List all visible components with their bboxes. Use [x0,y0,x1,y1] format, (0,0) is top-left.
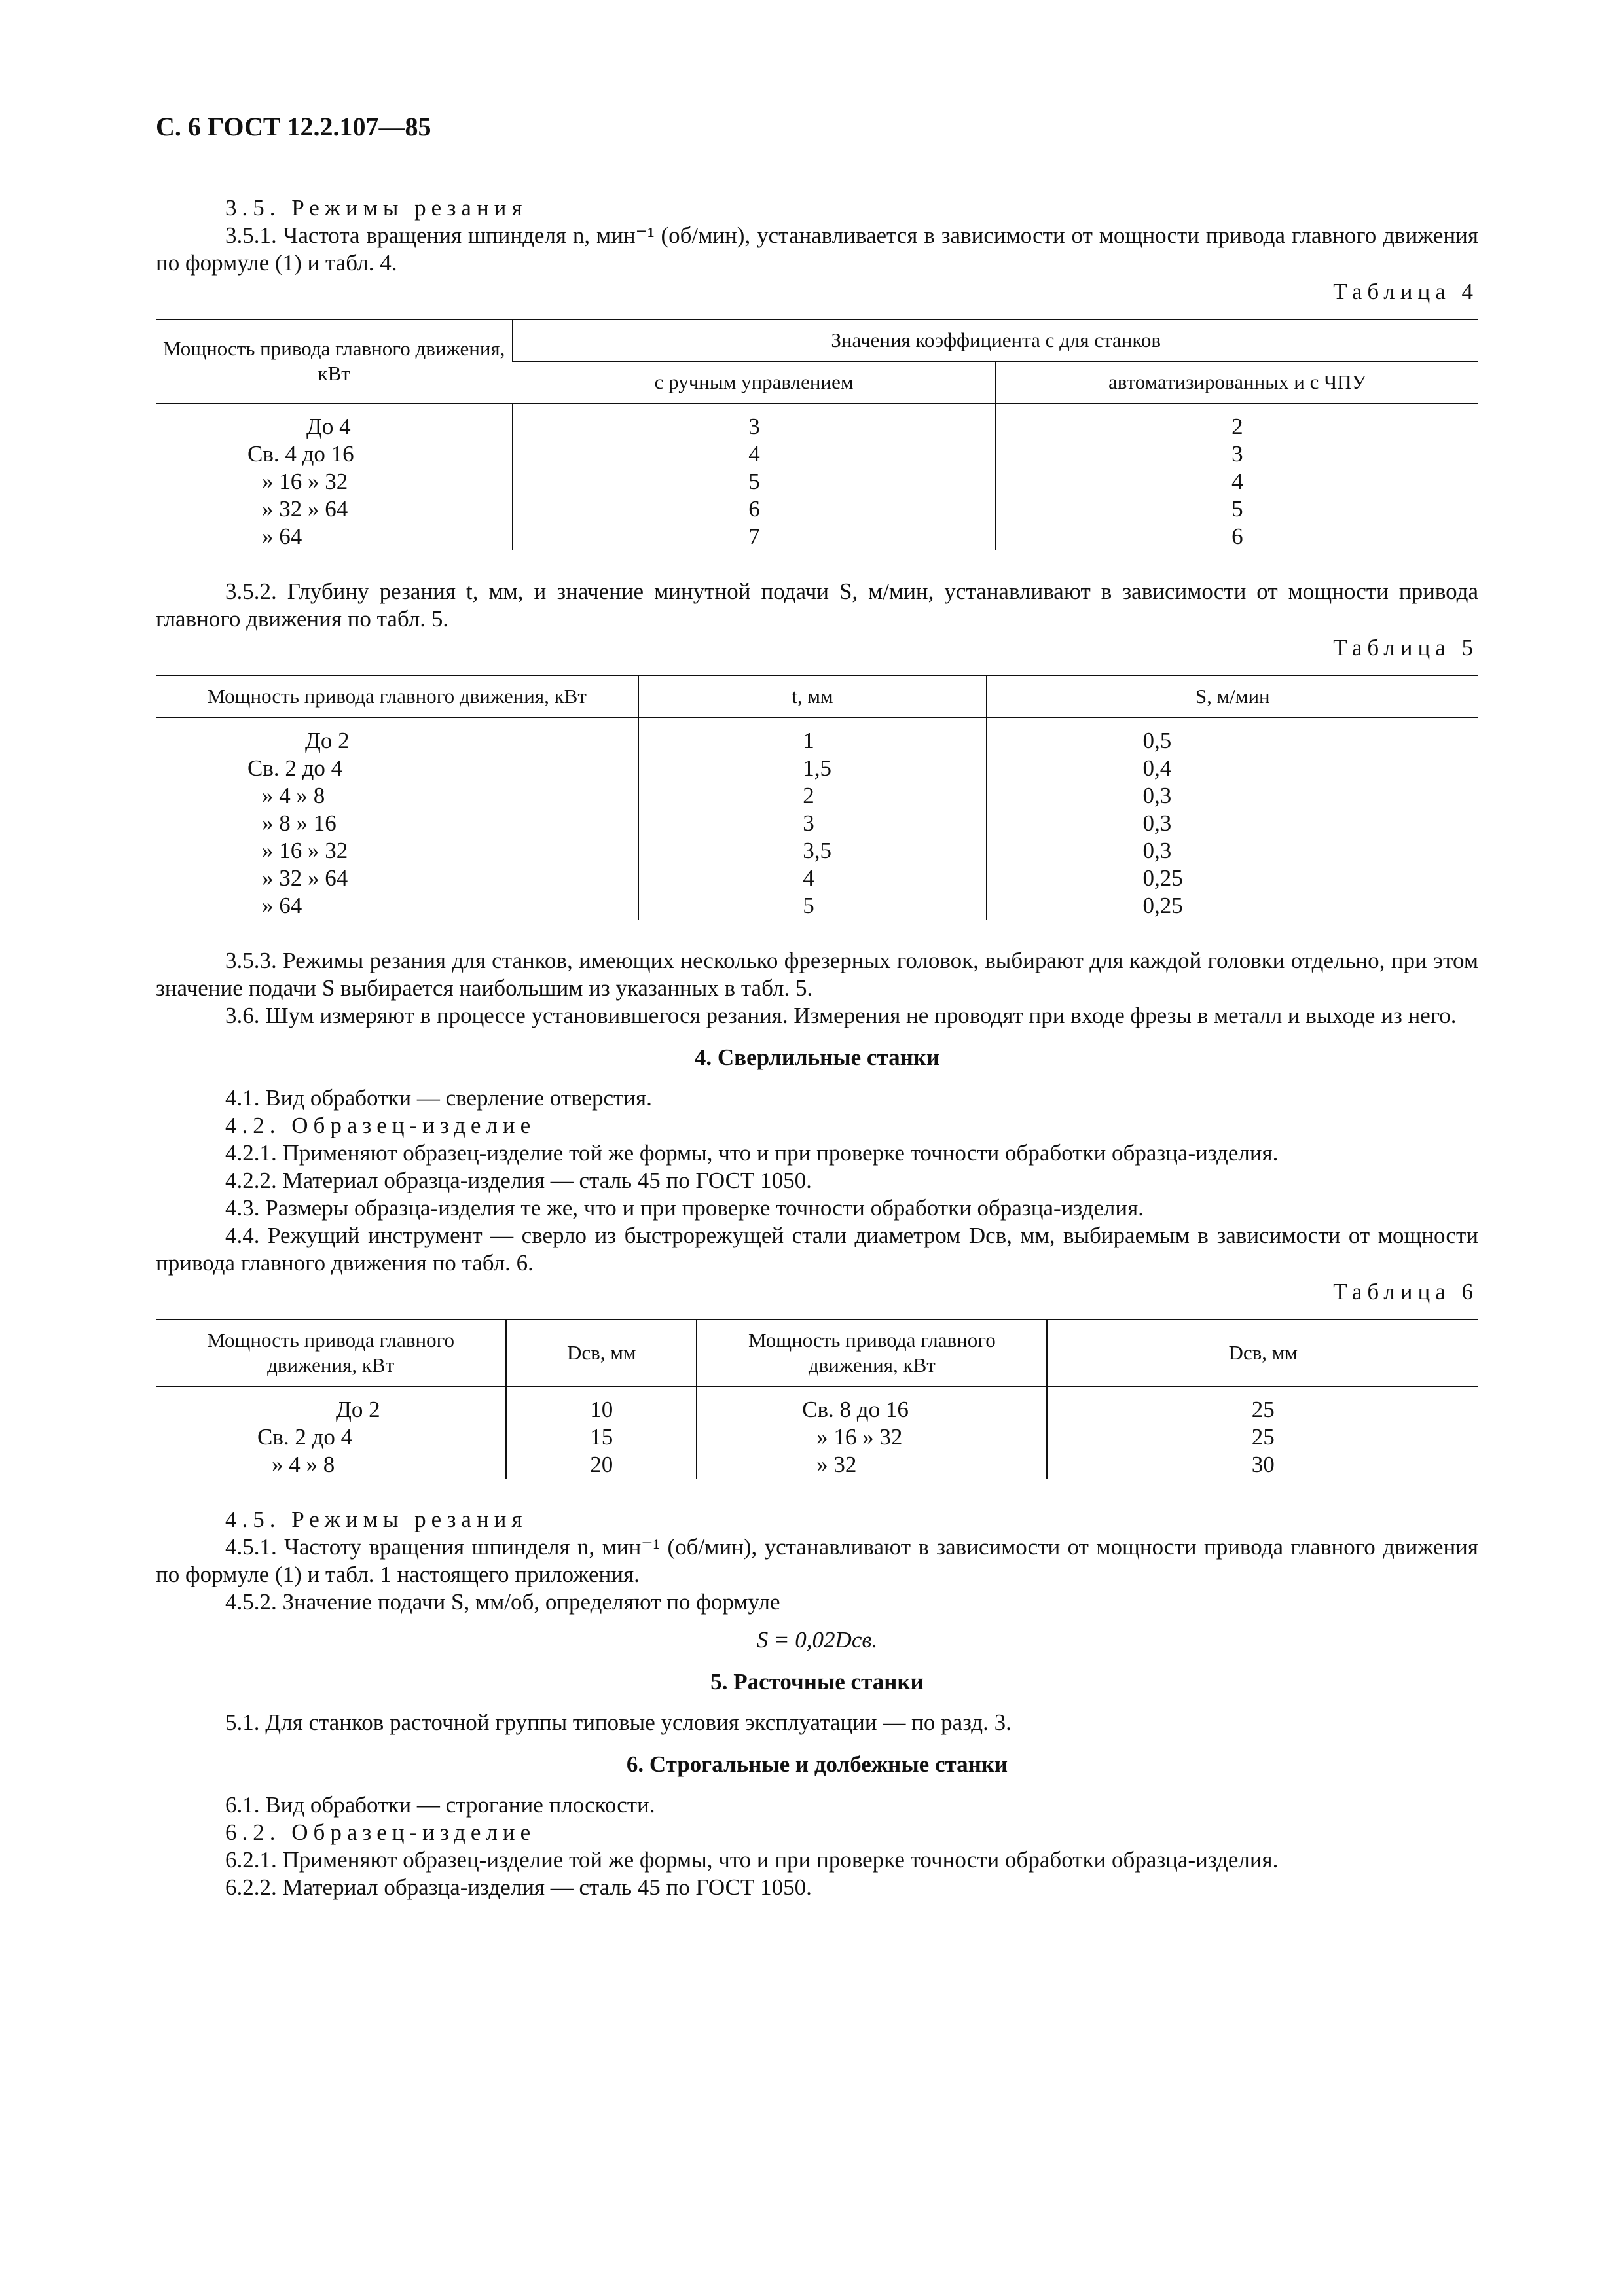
table6-caption: Таблица 6 [1333,1279,1478,1304]
paragraph-3-5: 3.5. Режимы резания [225,195,528,221]
table-cell: До 4 [306,414,351,439]
table4-auto-column [996,403,1478,550]
table-cell: 4 [803,865,814,891]
paragraph-4-1: 4.1. Вид обработки — сверление отверстия. [225,1085,652,1111]
table-cell: 0,3 [1142,783,1172,808]
paragraph-6-2: 6.2. Образец-изделие [225,1820,536,1845]
table-cell: » 16 » 32 [816,1424,903,1450]
table-5 [156,675,1478,920]
table-cell: » 64 [262,893,302,918]
table6-header-power-1: Мощность привода главного движения, кВт [156,1319,506,1386]
table-cell: 0,5 [1142,728,1172,753]
table-cell: 1 [803,728,814,753]
table-cell: » 32 » 64 [262,496,348,522]
table-cell: До 2 [305,728,350,753]
table-4 [156,319,1478,550]
paragraph-4-5-1: 4.5.1. Частоту вращения шпинделя n, мин⁻¹ (об/мин), устанавливают в зависимости от мощности привода главного движения по формуле (1) и табл. 1 настоящего приложения. [156,1534,1478,1587]
table-cell: » 8 » 16 [262,810,337,836]
table-cell: 5 [748,469,760,494]
table-cell: » 64 [262,524,302,549]
table5-t-column [638,717,986,920]
paragraph-3-6: 3.6. Шум измеряют в процессе установившегося резания. Измерения не проводят при входе фрезы в металл и выходе из него. [225,1003,1457,1028]
table5-caption: Таблица 5 [1333,635,1478,660]
paragraph-6-2-2: 6.2.2. Материал образца-изделия — сталь 45 по ГОСТ 1050. [225,1874,812,1900]
table6-d-column-1 [506,1386,697,1479]
table4-header-auto: автоматизированных и с ЧПУ [996,361,1478,403]
table-cell: 15 [590,1424,613,1450]
table-cell: 10 [590,1397,613,1422]
paragraph-3-5-1: 3.5.1. Частота вращения шпинделя n, мин⁻¹ (об/мин), устанавливается в зависимости от мощности привода главного движения по формуле (1) и табл. 4. [156,223,1478,276]
table-cell: Св. 8 до 16 [802,1397,909,1422]
table6-header-power-2: Мощность привода главного движения, кВт [697,1319,1047,1386]
table6-d-column-2 [1047,1386,1478,1479]
table-cell: 0,25 [1142,893,1183,918]
table-cell: 0,3 [1142,838,1172,863]
paragraph-4-5: 4.5. Режимы резания [225,1507,528,1532]
table-6 [156,1319,1478,1479]
table4-manual-column [513,403,995,550]
table-cell: 3 [748,414,760,439]
paragraph-3-5-2: 3.5.2. Глубину резания t, мм, и значение минутной подачи S, м/мин, устанавливают в зависимости от мощности привода главного движения по табл. 5. [156,579,1478,632]
table-cell: До 2 [336,1397,380,1422]
table5-s-column [987,717,1478,920]
table-cell: 0,4 [1142,755,1172,781]
table-cell: 4 [1231,469,1243,494]
paragraph-6-2-1: 6.2.1. Применяют образец-изделие той же формы, что и при проверке точности обработки образца-изделия. [225,1847,1279,1873]
table-cell: » 32 [816,1452,857,1477]
table4-caption: Таблица 4 [1333,279,1478,304]
section-6-title: 6. Строгальные и долбежные станки [626,1751,1008,1777]
table6-power-column-2 [697,1386,1047,1479]
table-cell: 3 [803,810,814,836]
table4-power-column [156,403,513,550]
formula-feed: S = 0,02Dсв. [756,1627,878,1653]
table-cell: » 16 » 32 [262,838,348,863]
table4-header-manual: с ручным управлением [513,361,995,403]
document-page [156,111,1478,1901]
table-cell: Св. 2 до 4 [247,755,343,781]
table-cell: Св. 4 до 16 [247,441,354,467]
paragraph-4-3: 4.3. Размеры образца-изделия те же, что и при проверке точности обработки образца-изделия. [225,1195,1144,1221]
section-4-title: 4. Сверлильные станки [694,1045,940,1070]
table-cell: 20 [590,1452,613,1477]
table-cell: 6 [1231,524,1243,549]
table-cell: Св. 2 до 4 [257,1424,353,1450]
table-cell: 3 [1231,441,1243,467]
table-cell: 2 [1231,414,1243,439]
paragraph-5-1: 5.1. Для станков расточной группы типовые условия эксплуатации — по разд. 3. [225,1710,1012,1735]
table-cell: » 32 » 64 [262,865,348,891]
paragraph-4-5-2: 4.5.2. Значение подачи S, мм/об, определяют по формуле [225,1589,780,1615]
table-cell: 2 [803,783,814,808]
table-cell: » 4 » 8 [272,1452,335,1477]
table6-header-d-2: Dсв, мм [1047,1319,1478,1386]
table-cell: » 4 » 8 [262,783,325,808]
table6-power-column-1 [156,1386,506,1479]
paragraph-4-2-2: 4.2.2. Материал образца-изделия — сталь 45 по ГОСТ 1050. [225,1168,812,1193]
table4-header-power: Мощность привода главного движения, кВт [156,319,513,403]
table-cell: 5 [803,893,814,918]
table6-header-d-1: Dсв, мм [506,1319,697,1386]
table-cell: » 16 » 32 [262,469,348,494]
table-cell: 7 [748,524,760,549]
table-cell: 30 [1251,1452,1275,1477]
table5-header-power: Мощность привода главного движения, кВт [156,675,638,717]
table-cell: 6 [748,496,760,522]
table4-header-group: Значения коэффициента с для станков [513,319,1478,361]
table-cell: 25 [1251,1397,1275,1422]
table-cell: 3,5 [803,838,832,863]
table-cell: 0,25 [1142,865,1183,891]
table5-power-column [156,717,638,920]
section-5-title: 5. Расточные станки [710,1669,924,1695]
table-cell: 4 [748,441,760,467]
paragraph-6-1: 6.1. Вид обработки — строгание плоскости. [225,1792,655,1818]
paragraph-4-2: 4.2. Образец-изделие [225,1113,536,1138]
table5-header-t: t, мм [638,675,986,717]
paragraph-3-5-3: 3.5.3. Режимы резания для станков, имеющих несколько фрезерных головок, выбирают для каждой головки отдельно, при этом значение подачи S выбирается наибольшим из указанных в табл. 5. [156,948,1478,1001]
table5-header-s: S, м/мин [987,675,1478,717]
table-cell: 25 [1251,1424,1275,1450]
paragraph-4-4: 4.4. Режущий инструмент — сверло из быстрорежущей стали диаметром Dсв, мм, выбираемым в зависимости от мощности привода главного движения по табл. 6. [156,1223,1478,1276]
table-cell: 0,3 [1142,810,1172,836]
table-cell: 1,5 [803,755,832,781]
paragraph-4-2-1: 4.2.1. Применяют образец-изделие той же формы, что и при проверке точности обработки образца-изделия. [225,1140,1279,1166]
page-header: С. 6 ГОСТ 12.2.107—85 [156,112,431,141]
table-cell: 5 [1231,496,1243,522]
